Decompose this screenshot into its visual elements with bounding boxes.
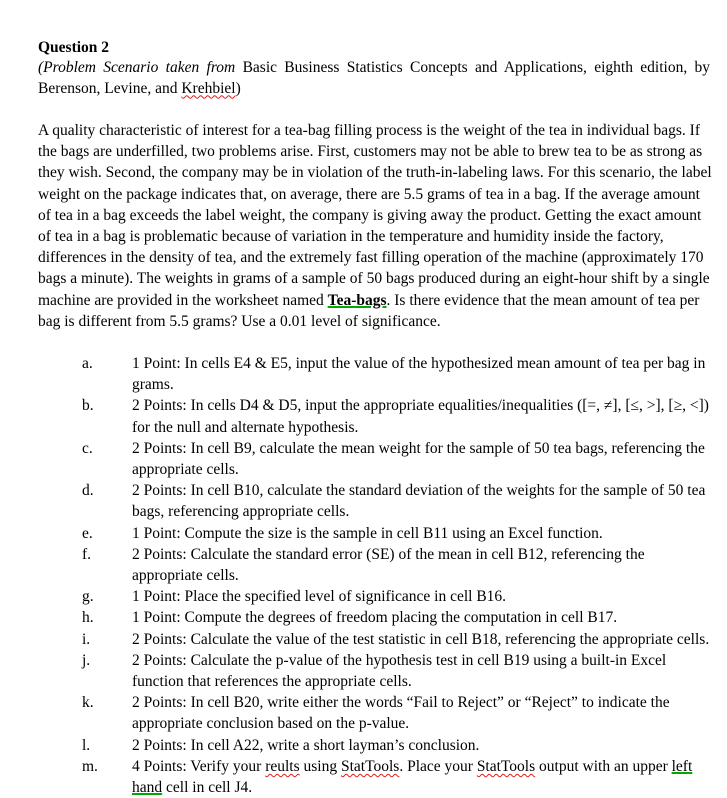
list-item-marker: d. <box>82 482 94 500</box>
list-item-text: 2 Points: Calculate the value of the test statistic in cell B18, referencing the appropriate cells. <box>132 630 710 648</box>
plain-text: using <box>299 757 341 775</box>
list-item-marker: i. <box>82 630 91 648</box>
list-item-text: 1 Point: Compute the degrees of freedom placing the computation in cell B17. <box>132 609 618 627</box>
list-item <box>82 544 714 586</box>
intro-paragraph <box>38 120 712 332</box>
list-item-marker: c. <box>82 439 93 457</box>
list-item <box>82 692 714 734</box>
misspelled-word-krehbiel: Krehbiel <box>181 79 236 97</box>
list-item <box>82 438 714 480</box>
list-item <box>82 756 714 798</box>
list-item <box>82 586 714 607</box>
list-item-text: 2 Points: Calculate the p-value of the hypothesis test in cell B19 using a built-in Excel function that references the appropriate cells. <box>132 651 667 691</box>
intro-text-part1: A quality characteristic of interest for a tea-bag filling process is the weight of the tea in individual bags. If the bags are underfilled, two problems arise. First, customers may not be able to brew tea to be as strong as they wish. Second, the company may be in violation of the truth-in-labeling laws. For this scenario, the label weight on the package indicates that, on average, there are 5.5 grams of tea in a bag. If the average amount of tea in a bag exceeds the label weight, the company is giving away the product. Getting the exact amount of tea in a bag is problematic because of variation in the temperature and humidity inside the factory, differences in the density of tea, and the extremely fast filling operation of the machine (approximately 170 bags a minute). The weights in grams of a sample of 50 bags produced during an eight-hour shift by a single machine are provided in the worksheet named <box>38 122 712 309</box>
list-item-text: 2 Points: In cell B10, calculate the standard deviation of the weights for the sample of 50 tea bags, referencing appropriate cells. <box>132 482 706 521</box>
plain-text: cell in cell J4. <box>162 779 253 797</box>
list-item-text <box>132 756 714 798</box>
plain-text: output with an upper <box>535 757 672 775</box>
list-item <box>82 480 714 522</box>
plain-text: . Place your <box>399 757 477 775</box>
list-item <box>82 353 714 395</box>
list-item-text: 1 Point: Compute the size is the sample in cell B11 using an Excel function. <box>132 524 603 542</box>
spell-error-text: StatTools <box>476 757 536 775</box>
list-item-marker: l. <box>82 736 91 754</box>
list-item-marker: h. <box>82 609 94 627</box>
list-item-text: 2 Points: In cell B20, write either the words “Fail to Reject” or “Reject” to indicate the appropriate conclusion based on the p-value. <box>132 694 670 733</box>
spell-error-text: StatTools <box>340 757 400 775</box>
list-item-marker: k. <box>82 694 94 712</box>
list-item <box>82 523 714 544</box>
list-item-text: 1 Point: Place the specified level of significance in cell B16. <box>132 588 507 606</box>
spell-error-text: reults <box>265 757 300 775</box>
task-list <box>82 353 714 798</box>
list-item-marker: e. <box>82 524 93 542</box>
worksheet-name-tea-bags: Tea-bags <box>327 291 387 309</box>
grammar-error-text: left hand <box>132 757 693 797</box>
list-item <box>82 650 714 692</box>
list-item <box>82 735 714 756</box>
attribution-closing: ) <box>235 79 241 97</box>
list-item-marker: a. <box>82 355 93 373</box>
page-title: Question 2 <box>38 39 110 56</box>
intro-text-part2: . Is there evidence that the mean amount of tea per bag is different from 5.5 grams? Use a 0.01 level of significance. <box>38 291 700 330</box>
plain-text: 4 Points: Verify your <box>132 757 266 775</box>
list-item-text: 1 Point: In cells E4 & E5, input the value of the hypothesized mean amount of tea per bag in grams. <box>132 355 706 394</box>
list-item-marker: m. <box>82 757 98 775</box>
list-item <box>82 395 714 437</box>
list-item-marker: g. <box>82 588 94 606</box>
list-item <box>82 607 714 628</box>
list-item-marker: j. <box>82 651 91 669</box>
list-item-text: 2 Points: In cell B9, calculate the mean weight for the sample of 50 tea bags, referencing the appropriate cells. <box>132 439 705 479</box>
attribution-rest: Basic Business Statistics Concepts and Applications, eighth edition, by Berenson, Levine, and <box>38 59 711 97</box>
list-item-text: 2 Points: In cells D4 & D5, input the appropriate equalities/inequalities ([=, ≠], [≤, >], [≥, <]) for the null and alternate hypothesis. <box>132 397 709 436</box>
attribution-line <box>38 58 710 99</box>
list-item-marker: b. <box>82 397 94 415</box>
list-item-text: 2 Points: Calculate the standard error (SE) of the mean in cell B12, referencing the appropriate cells. <box>132 545 645 585</box>
list-item-marker: f. <box>82 545 92 563</box>
attribution-italic: (Problem Scenario taken from <box>38 59 236 76</box>
list-item-text: 2 Points: In cell A22, write a short layman’s conclusion. <box>132 736 480 754</box>
list-item <box>82 629 714 650</box>
